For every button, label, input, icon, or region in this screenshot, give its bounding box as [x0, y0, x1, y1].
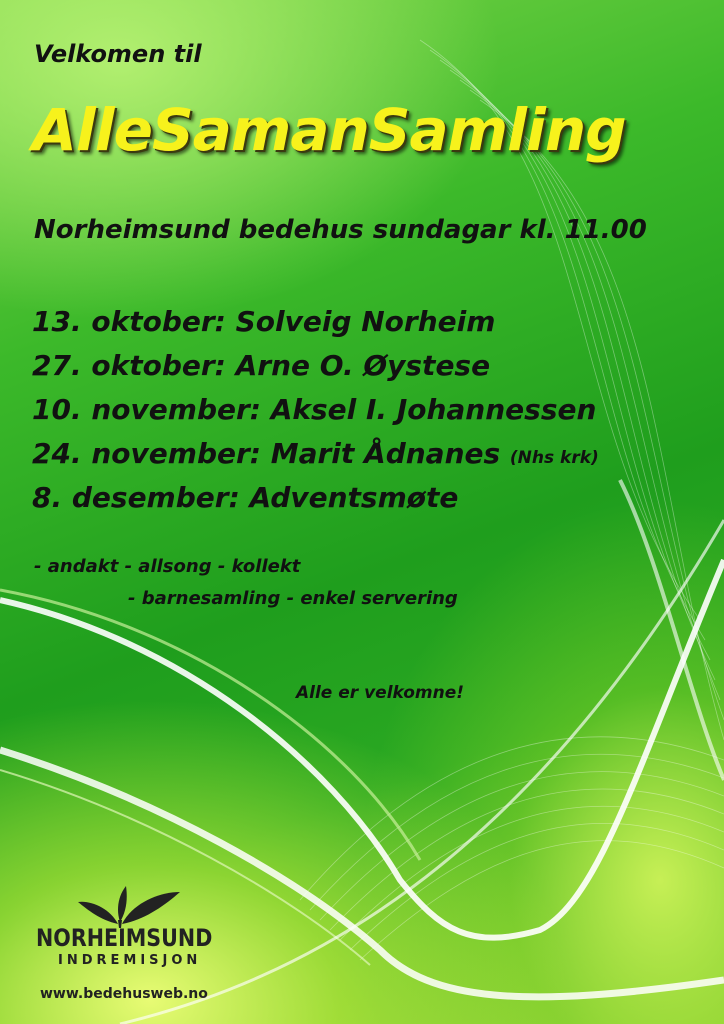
schedule-item: 24. november: Marit Ådnanes (Nhs krk): [32, 437, 599, 470]
schedule-item: 8. desember: Adventsmøte: [32, 481, 459, 514]
event-title: AlleSamanSamling: [32, 96, 626, 164]
welcome-heading: Velkomen til: [34, 40, 202, 68]
venue-time: Norheimsund bedehus sundagar kl. 11.00: [34, 215, 647, 245]
website-link[interactable]: www.bedehusweb.no: [40, 986, 208, 1002]
schedule-item: 27. oktober: Arne O. Øystese: [32, 349, 491, 382]
organization-subtitle: INDREMISJON: [58, 953, 202, 968]
activities-line: - barnesamling - enkel servering: [128, 588, 458, 609]
schedule-item: 10. november: Aksel I. Johannessen: [32, 393, 597, 426]
schedule-item: 13. oktober: Solveig Norheim: [32, 305, 496, 338]
closing-text: Alle er velkomne!: [296, 683, 465, 703]
schedule-note: (Nhs krk): [509, 448, 599, 468]
activities-line: - andakt - allsong - kollekt: [34, 556, 301, 577]
organization-name: NORHEIMSUND: [36, 924, 213, 952]
